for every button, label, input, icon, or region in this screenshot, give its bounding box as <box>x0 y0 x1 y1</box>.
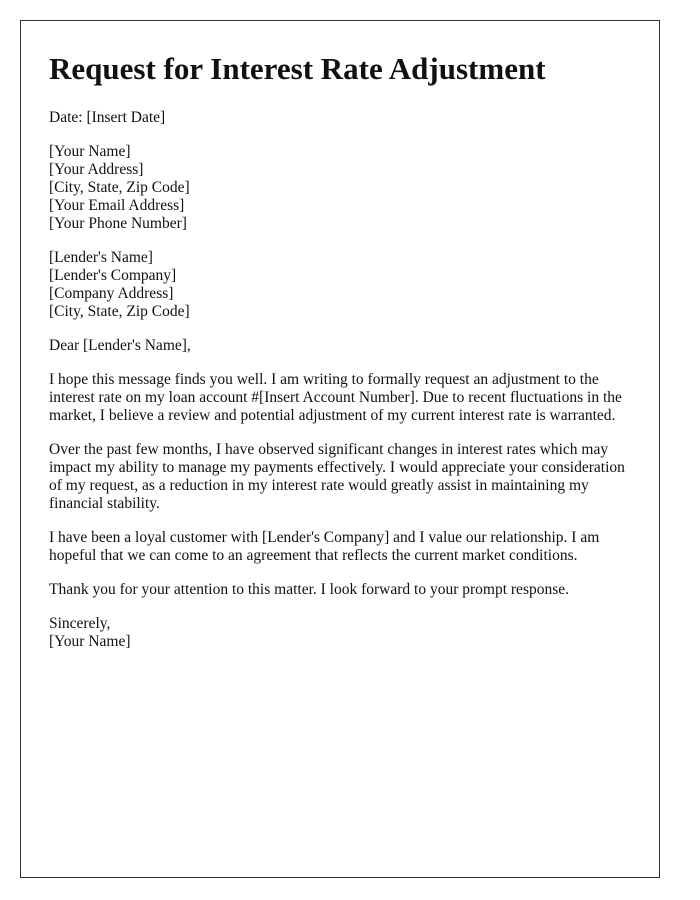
body-paragraph-4: Thank you for your attention to this matter. I look forward to your prompt response. <box>49 581 570 598</box>
letter-page <box>20 20 660 878</box>
recipient-address-block <box>49 249 639 321</box>
body-paragraph-2: Over the past few months, I have observed significant changes in interest rates which may impact my ability to manage my payments effectively. I would appreciate your consideration of my request, as a reduction in my interest rate would greatly assist in maintaining my financial stability. <box>49 441 625 512</box>
body-paragraph-1: I hope this message finds you well. I am writing to formally request an adjustment to the interest rate on my loan account #[Insert Account Number]. Due to recent fluctuations in the market, I believe a review and potential adjustment of my current interest rate is warranted. <box>49 371 622 424</box>
sender-name: [Your Name] <box>49 143 131 160</box>
sender-email: [Your Email Address] <box>49 197 185 214</box>
recipient-city-state-zip: [City, State, Zip Code] <box>49 303 190 320</box>
sender-address: [Your Address] <box>49 161 144 178</box>
sender-city-state-zip: [City, State, Zip Code] <box>49 179 190 196</box>
salutation: Dear [Lender's Name], <box>49 337 191 354</box>
sender-address-block <box>49 143 639 233</box>
closing: Sincerely, <box>49 615 111 632</box>
signature: [Your Name] <box>49 633 131 650</box>
sender-phone: [Your Phone Number] <box>49 215 187 232</box>
body-paragraph-3: I have been a loyal customer with [Lender's Company] and I value our relationship. I am hopeful that we can come to an agreement that reflects the current market conditions. <box>49 529 600 564</box>
recipient-address: [Company Address] <box>49 285 174 302</box>
closing-block <box>49 615 639 651</box>
recipient-company: [Lender's Company] <box>49 267 177 284</box>
letter-content <box>49 51 639 667</box>
date-line: Date: [Insert Date] <box>49 109 166 126</box>
letter-title: Request for Interest Rate Adjustment <box>49 51 546 86</box>
recipient-name: [Lender's Name] <box>49 249 153 266</box>
